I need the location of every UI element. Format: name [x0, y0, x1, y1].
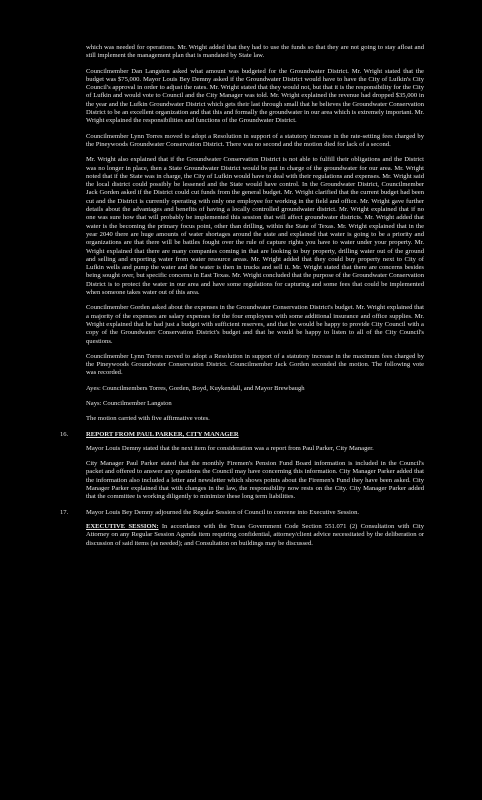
paragraph: Councilmember Gorden asked about the expenses in the Groundwater Conservation District's budget. Mr. Wright explained that a majority of the expenses are salary expenses for the four employees with some additional insurance and office supplies. Mr. Wright explained that he had just a budget with sufficient reserves, and that he would be happy to provide City Council with a copy of the Groundwater Conservation District's budget and that he would be happy to listen to all of the City Council's questions. [86, 304, 424, 345]
section-title: REPORT FROM PAUL PARKER, CITY MANAGER [86, 430, 239, 438]
paragraph: Councilmember Lynn Torres moved to adopt a Resolution in support of a statutory increase in the maximum fees charged by the Pineywoods Groundwater Conservation District. Councilmember Jack Gorden seconded the motion. The following vote was recorded. [86, 352, 424, 377]
section-text: Mayor Louis Bey Demny adjourned the Regular Session of Council to convene into Executive Session. [86, 508, 360, 516]
paragraph: Councilmember Lynn Torres moved to adopt a Resolution in support of a statutory increase in the rate-setting fees charged by the Pineywoods Groundwater Conservation District. There was no second and the motion died for lack of a second. [86, 132, 424, 148]
section-number: 16. [60, 430, 69, 438]
executive-session-label: EXECUTIVE SESSION: [86, 522, 159, 530]
section-17 [60, 509, 424, 517]
paragraph: Mr. Wright also explained that if the Groundwater Conservation District is not able to fulfill their obligations and the District was no longer in place, then a State Groundwater District would be put in charge of the groundwater for our area. Mr. Wright noted that if the State was in charge, the City of Lufkin would have to deal with their regulations and expenses. Mr. Wright said the local district could possibly be lessened and the State would have control. In the Groundwater District, Councilmember Jack Gorden asked if the District could cut funds from the general budget. Mr. Wright clarified that the current budget had been cut and the District is currently operating with only one employee for working in the field and office. Mr. Wright gave further details about the advantages and benefits of having a locally controlled groundwater district. Mr. Wright explained that if no one was sure how that will probably be implemented this session that will affect groundwater districts. Mr. Wright added that water is the becoming the primary focus point, other than drilling, within the State of Texas. Mr. Wright explained that in the year 2040 there are huge amounts of water shortages around the state and explained that water is going to be a priority and organizations are that there will be battles fought over the rule of capture rights you have to water under your property. Mr. Wright explained that there are many companies coming in that are looking to buy property, drilling water out of the ground and selling and exporting water from water resource areas. Mr. Wright added that they could buy property next to City of Lufkin wells and pump the water and the water is then in trucks and sell it. Mr. Wright stated that there are concerns besides being sought over, but specific concerns in East Texas. Mr. Wright concluded that the purpose of the Groundwater Conservation District is to protect the water in our area and have some regulations for capturing and some fees that could be implemented when someone takes water out of this area. [86, 156, 424, 297]
motion-result: The motion carried with five affirmative votes. [86, 415, 210, 423]
executive-session-text: In accordance with the Texas Government Code Section 551.071 (2) Consultation with City Attorney on any Regular Session Agenda item requiring confidential, attorney/client advice necessitated by the deliberation or discussion of said items (as needed); and Consultation on buildings may be discussed. [86, 522, 425, 547]
paragraph: which was needed for operations. Mr. Wright added that they had to use the funds so that they are not going to stay afloat and still implement the management plan that is mandated by State law. [86, 44, 424, 60]
paragraph: Councilmember Dan Langston asked what amount was budgeted for the Groundwater District. Mr. Wright stated that the budget was $75,000. Mayor Louis Bey Demny asked if the Groundwater District would have to have the City of Lufkin's City Council's approval in order to adjust the rates. Mr. Wright stated that they would not, but that it is the responsibility for the City of Lufkin and would vote to Council and the City Manager was told. Mr. Wright explained the revenue had dropped $35,000 in the year and the Lufkin Groundwater District which gets their last through small that he believes the Groundwater Conservation District to be an excellent organization and that this and formally the groundwater in our area which is extremely important. Mr. Wright explained the responsibilities and functions of the Groundwater District. [86, 67, 424, 125]
section-16-heading [60, 431, 424, 439]
paragraph: Mayor Louis Demny stated that the next item for consideration was a report from Paul Parker, City Manager. [86, 444, 374, 452]
vote-nays: Nays: Councilmember Langston [86, 399, 172, 407]
paragraph: City Manager Paul Parker stated that the monthly Firemen's Pension Fund Board information is included in the Council's packet and offered to answer any questions the Council may have concerning this information. City Manager Parker added that the information also included a letter and newsletter which shows points about the Firemen's Fund they have been asked. City Manager Parker explained that with changes in the law, the responsibility now rests on the City. City Manager Parker added that the committee is working diligently to minimize these long term liabilities. [86, 460, 424, 501]
executive-session-paragraph [86, 523, 424, 548]
section-number: 17. [60, 508, 69, 516]
vote-ayes: Ayes: Councilmembers Torres, Gorden, Boyd, Kuykendall, and Mayor Brewbaugh [86, 384, 305, 392]
